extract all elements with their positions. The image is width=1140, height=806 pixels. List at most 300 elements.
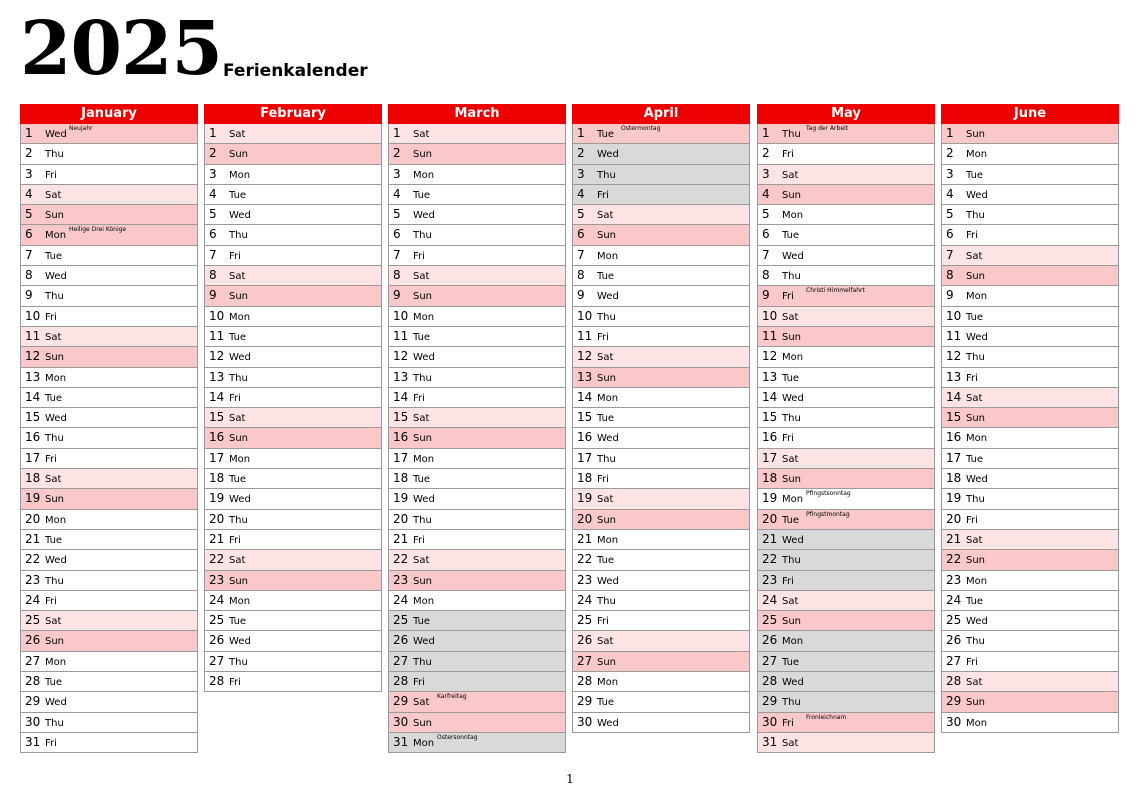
weekday-label: Mon [413,595,435,607]
day-number: 15 [393,410,409,425]
day-row [204,469,382,489]
month-column-april [572,104,750,733]
weekday-label: Tue [597,129,615,140]
weekday-label: Sun [45,352,65,364]
day-row [757,225,935,245]
year-title: 2025 [20,6,222,92]
page-number: 1 [566,772,574,786]
day-number: 26 [25,633,41,648]
day-number: 15 [946,410,962,425]
day-number: 18 [393,471,409,486]
day-row [757,692,935,712]
day-number: 21 [946,531,962,546]
weekday-label: Sun [966,129,986,140]
weekday-label: Tue [597,413,615,425]
day-number: 30 [393,714,409,729]
day-number: 21 [25,531,41,546]
weekday-label: Mon [229,453,251,465]
day-number: 24 [393,592,409,607]
weekday-label: Wed [229,210,251,222]
weekday-label: Sat [229,555,246,567]
weekday-label: Thu [782,271,801,283]
day-row [204,571,382,591]
weekday-label: Thu [229,656,248,668]
day-row [572,571,750,591]
weekday-label: Sat [413,697,430,709]
day-row [204,550,382,570]
weekday-label: Fri [413,392,425,404]
month-column-january [20,104,198,753]
day-row [941,144,1119,164]
day-row [572,246,750,266]
weekday-label: Wed [782,250,804,262]
weekday-label: Wed [229,494,251,506]
day-number: 10 [393,308,409,323]
day-row [757,631,935,651]
day-row [20,165,198,185]
day-row [204,185,382,205]
day-number: 2 [577,146,585,161]
day-row [757,510,935,530]
weekday-label: Thu [45,149,64,161]
weekday-label: Tue [413,474,431,486]
weekday-label: Mon [45,514,67,526]
weekday-label: Wed [229,352,251,364]
day-number: 16 [762,430,778,445]
weekday-label: Sun [229,433,249,445]
day-number: 10 [946,308,962,323]
day-row [20,469,198,489]
day-row [941,489,1119,509]
day-number: 8 [762,268,770,283]
day-row [204,631,382,651]
day-number: 30 [25,714,41,729]
day-number: 10 [577,308,593,323]
day-number: 28 [762,674,778,689]
day-number: 16 [393,430,409,445]
day-row [757,611,935,631]
holiday-label: Ostermontag [621,125,661,132]
day-number: 21 [577,531,593,546]
month-header: April [572,104,750,124]
weekday-label: Fri [597,189,609,201]
day-row [204,408,382,428]
day-row [20,652,198,672]
day-row [941,368,1119,388]
weekday-label: Tue [229,616,247,628]
holiday-label: Fronleichnam [806,713,847,721]
weekday-label: Wed [782,392,804,404]
weekday-label: Thu [45,717,64,729]
day-row [941,388,1119,408]
day-row [941,286,1119,306]
weekday-label: Fri [966,230,978,242]
weekday-label: Thu [229,230,248,242]
day-row [388,185,566,205]
day-row [757,489,935,509]
weekday-label: Wed [966,474,988,486]
weekday-label: Wed [966,331,988,343]
weekday-label: Tue [597,555,615,567]
day-row [941,510,1119,530]
day-row [572,510,750,530]
day-row [20,286,198,306]
day-number: 4 [762,186,770,201]
weekday-label: Mon [966,717,988,729]
day-number: 19 [209,491,225,506]
day-row [20,185,198,205]
weekday-label: Sat [45,189,62,201]
weekday-label: Sun [782,331,802,343]
day-row [757,144,935,164]
day-row [572,368,750,388]
day-number: 29 [25,694,41,709]
weekday-label: Sat [597,494,614,506]
day-number: 18 [577,471,593,486]
day-row [388,489,566,509]
weekday-label: Tue [966,453,984,465]
day-row [941,408,1119,428]
weekday-label: Wed [597,575,619,587]
day-number: 7 [577,247,585,262]
day-row [572,611,750,631]
day-row [388,713,566,733]
weekday-label: Sun [597,656,617,668]
day-number: 25 [946,613,962,628]
day-row [572,408,750,428]
weekday-label: Wed [413,636,435,648]
day-number: 15 [25,410,41,425]
day-number: 10 [25,308,41,323]
day-row [388,428,566,448]
weekday-label: Tue [413,331,431,343]
weekday-label: Sat [597,636,614,648]
weekday-label: Tue [782,230,800,242]
day-number: 31 [393,734,409,749]
day-number: 7 [946,247,954,262]
day-row [204,246,382,266]
day-row [204,124,382,144]
weekday-label: Sat [782,453,799,465]
weekday-label: Wed [45,129,67,140]
day-row [572,347,750,367]
holiday-label: Pfingstsonntag [806,490,851,498]
day-row [941,165,1119,185]
day-row [572,266,750,286]
day-row [388,631,566,651]
weekday-label: Sat [45,474,62,486]
day-number: 8 [946,268,954,283]
day-row [572,165,750,185]
weekday-label: Fri [45,453,57,465]
weekday-label: Thu [966,210,985,222]
holiday-label: Ostersonntag [437,733,478,741]
day-row [572,144,750,164]
day-number: 7 [393,247,401,262]
day-number: 11 [946,328,962,343]
day-row [572,449,750,469]
day-number: 16 [577,430,593,445]
day-row [388,124,566,144]
day-row [388,225,566,245]
day-number: 14 [762,389,778,404]
day-row [20,124,198,144]
day-number: 1 [393,126,401,140]
day-number: 27 [209,653,225,668]
day-number: 3 [209,166,217,181]
day-number: 10 [209,308,225,323]
day-number: 26 [577,633,593,648]
day-number: 16 [209,430,225,445]
day-row [941,246,1119,266]
day-row [941,591,1119,611]
day-number: 14 [577,389,593,404]
day-row [388,510,566,530]
weekday-label: Tue [229,189,247,201]
day-row [388,692,566,712]
weekday-label: Sun [413,717,433,729]
day-number: 9 [946,288,954,303]
weekday-label: Mon [966,433,988,445]
day-row [941,571,1119,591]
day-number: 6 [393,227,401,242]
day-row [941,185,1119,205]
weekday-label: Fri [45,595,57,607]
day-number: 11 [577,328,593,343]
day-number: 27 [946,653,962,668]
day-number: 19 [25,491,41,506]
day-row [20,327,198,347]
weekday-label: Fri [45,311,57,323]
day-row [388,530,566,550]
day-number: 12 [25,349,41,364]
day-number: 19 [762,491,778,506]
day-row [204,672,382,692]
day-row [204,266,382,286]
weekday-label: Tue [966,169,984,181]
day-number: 17 [762,450,778,465]
day-number: 24 [209,592,225,607]
day-number: 28 [393,674,409,689]
weekday-label: Fri [413,677,425,689]
day-row [388,327,566,347]
day-number: 17 [577,450,593,465]
weekday-label: Sat [45,616,62,628]
day-number: 5 [946,207,954,222]
day-row [572,672,750,692]
day-row [204,205,382,225]
day-row [20,144,198,164]
weekday-label: Fri [782,575,794,587]
months-grid [0,104,1140,764]
weekday-label: Sat [966,677,983,689]
day-number: 23 [762,572,778,587]
month-column-june [941,104,1119,733]
day-row [20,388,198,408]
day-row [572,225,750,245]
month-column-may [757,104,935,753]
day-row [20,368,198,388]
day-row [204,225,382,245]
weekday-label: Wed [966,189,988,201]
weekday-label: Sun [966,555,986,567]
day-row [388,733,566,753]
day-number: 2 [762,146,770,161]
day-row [20,591,198,611]
day-number: 21 [209,531,225,546]
day-row [941,307,1119,327]
weekday-label: Sat [966,392,983,404]
day-row [757,307,935,327]
day-number: 5 [25,207,33,222]
weekday-label: Tue [45,534,63,546]
day-number: 12 [946,349,962,364]
holiday-label: Christi Himmelfahrt [806,287,865,295]
day-row [388,347,566,367]
day-row [388,672,566,692]
day-number: 13 [209,369,225,384]
weekday-label: Wed [782,534,804,546]
holiday-label: Karfreitag [437,693,467,701]
day-number: 17 [209,450,225,465]
weekday-label: Wed [597,149,619,161]
day-number: 27 [762,653,778,668]
day-number: 21 [393,531,409,546]
weekday-label: Sat [966,250,983,262]
day-row [204,510,382,530]
day-row [757,733,935,753]
day-row [204,307,382,327]
day-row [941,327,1119,347]
holiday-label: Tag der Arbeit [806,125,849,132]
day-number: 3 [25,166,33,181]
weekday-label: Wed [45,271,67,283]
weekday-label: Wed [782,677,804,689]
day-row [20,428,198,448]
day-row [572,469,750,489]
day-number: 26 [393,633,409,648]
weekday-label: Fri [782,717,794,729]
weekday-label: Tue [45,250,63,262]
day-row [20,408,198,428]
weekday-label: Fri [782,291,794,303]
weekday-label: Thu [966,636,985,648]
weekday-label: Tue [966,595,984,607]
weekday-label: Sun [413,575,433,587]
day-row [388,591,566,611]
day-row [572,185,750,205]
day-number: 8 [209,268,217,283]
weekday-label: Sun [597,372,617,384]
day-number: 31 [25,734,41,749]
weekday-label: Mon [413,737,435,749]
day-number: 28 [25,674,41,689]
day-number: 22 [946,552,962,567]
day-row [757,165,935,185]
weekday-label: Tue [966,311,984,323]
day-row [204,347,382,367]
weekday-label: Thu [413,230,432,242]
day-row [20,449,198,469]
day-row [757,591,935,611]
weekday-label: Fri [45,737,57,749]
weekday-label: Thu [413,514,432,526]
day-number: 6 [209,227,217,242]
weekday-label: Mon [966,575,988,587]
day-row [388,652,566,672]
day-row [941,266,1119,286]
day-row [941,449,1119,469]
day-number: 25 [393,613,409,628]
day-number: 23 [393,572,409,587]
weekday-label: Fri [229,392,241,404]
day-number: 30 [577,714,593,729]
day-row [757,347,935,367]
day-number: 3 [577,166,585,181]
day-number: 6 [762,227,770,242]
day-row [204,368,382,388]
day-number: 1 [209,126,217,140]
weekday-label: Thu [782,697,801,709]
day-number: 5 [393,207,401,222]
weekday-label: Fri [413,534,425,546]
day-row [20,530,198,550]
day-row [941,672,1119,692]
day-number: 18 [25,471,41,486]
weekday-label: Sat [229,129,246,140]
day-row [757,408,935,428]
day-row [20,347,198,367]
day-row [204,388,382,408]
day-number: 2 [393,146,401,161]
day-number: 24 [946,592,962,607]
day-number: 8 [577,268,585,283]
weekday-label: Sat [782,169,799,181]
day-row [20,225,198,245]
weekday-label: Mon [413,453,435,465]
day-row [20,672,198,692]
weekday-label: Sun [413,291,433,303]
weekday-label: Sun [413,149,433,161]
weekday-label: Thu [782,413,801,425]
weekday-label: Sat [597,210,614,222]
day-number: 28 [209,674,225,689]
day-row [941,124,1119,144]
day-row [20,571,198,591]
day-row [572,591,750,611]
weekday-label: Sun [229,575,249,587]
weekday-label: Wed [413,352,435,364]
weekday-label: Sun [45,210,65,222]
day-row [757,428,935,448]
day-number: 13 [762,369,778,384]
weekday-label: Tue [413,189,431,201]
day-row [388,246,566,266]
weekday-label: Thu [229,514,248,526]
day-row [388,449,566,469]
weekday-label: Sat [966,534,983,546]
month-header: May [757,104,935,124]
weekday-label: Sat [45,331,62,343]
day-number: 27 [577,653,593,668]
weekday-label: Thu [966,494,985,506]
day-row [204,611,382,631]
day-row [757,469,935,489]
weekday-label: Wed [597,433,619,445]
day-number: 24 [25,592,41,607]
day-row [941,713,1119,733]
weekday-label: Sun [229,149,249,161]
